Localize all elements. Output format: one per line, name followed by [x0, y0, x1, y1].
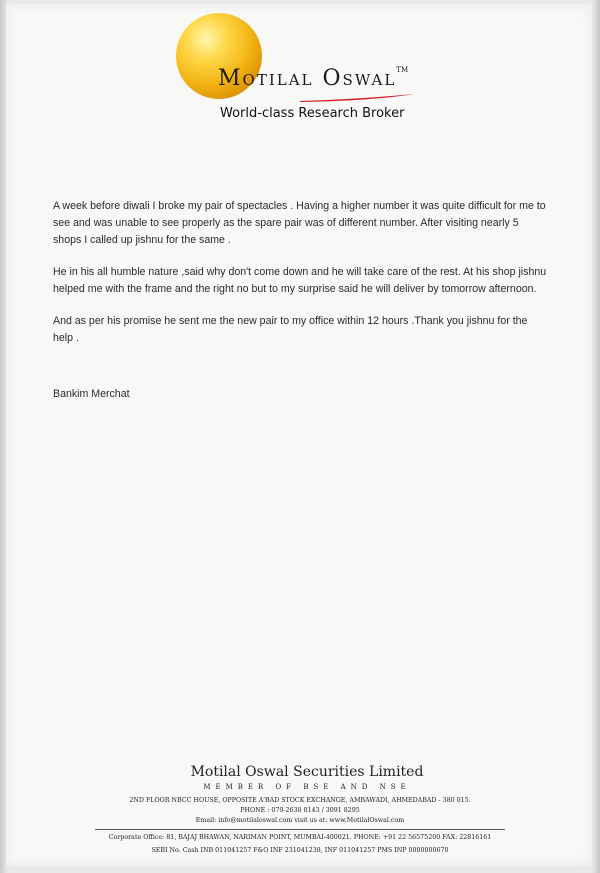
- paragraph-1: A week before diwali I broke my pair of spectacles . Having a higher number it was quite difficult for me to see and was unable to see properly as the spare pair was of different number. After visiting nearly 5 shops I called up jishnu for the same .: [53, 200, 546, 246]
- footer-corporate-office: Corporate Office: 81, BAJAJ BHAWAN, NARIMAN POINT, MUMBAI-400021. PHONE: +91 22 56575200 FAX: 22816161: [108, 834, 492, 841]
- brand-logo: [218, 66, 408, 91]
- brand-name: Motilal Oswal: [218, 66, 397, 91]
- footer-email-web: Email: info@motilaloswal.com visit us at: www.MotilalOswal.com: [195, 817, 405, 824]
- signature-name: Bankim Merchat: [53, 388, 130, 400]
- letterhead-footer: [0, 764, 600, 854]
- paragraph-2: He in his all humble nature ,said why don't come down and he will take care of the rest. At his shop jishnu helped me with the frame and the right no but to my surprise said he will deliver by tomorrow afternoon.: [53, 266, 547, 295]
- paragraph-3: And as per his promise he sent me the new pair to my office within 12 hours .Thank you jishnu for the help .: [53, 315, 528, 344]
- letter-body: [53, 198, 548, 362]
- footer-membership: MEMBER OF BSE AND NSE: [203, 783, 411, 791]
- letter-page: [6, 4, 592, 866]
- footer-company-name: Motilal Oswal Securities Limited: [190, 764, 424, 780]
- footer-address: 2ND FLOOR NBCC HOUSE, OPPOSITE A'BAD STOCK EXCHANGE, AMBAWADI, AHMEDABAD - 380 015.: [129, 797, 471, 804]
- footer-sebi-registration: SEBI No. Cash INB 011041257 F&O INF 231041238, INF 011041257 PMS INP 0000000670: [151, 847, 449, 854]
- swoosh-icon: [300, 94, 415, 102]
- tagline: World-class Research Broker: [220, 106, 405, 121]
- footer-divider: [95, 829, 505, 830]
- trademark-mark: TM: [396, 66, 409, 74]
- footer-phone: PHONE : 079-2630 0143 / 3091 8295: [240, 807, 360, 814]
